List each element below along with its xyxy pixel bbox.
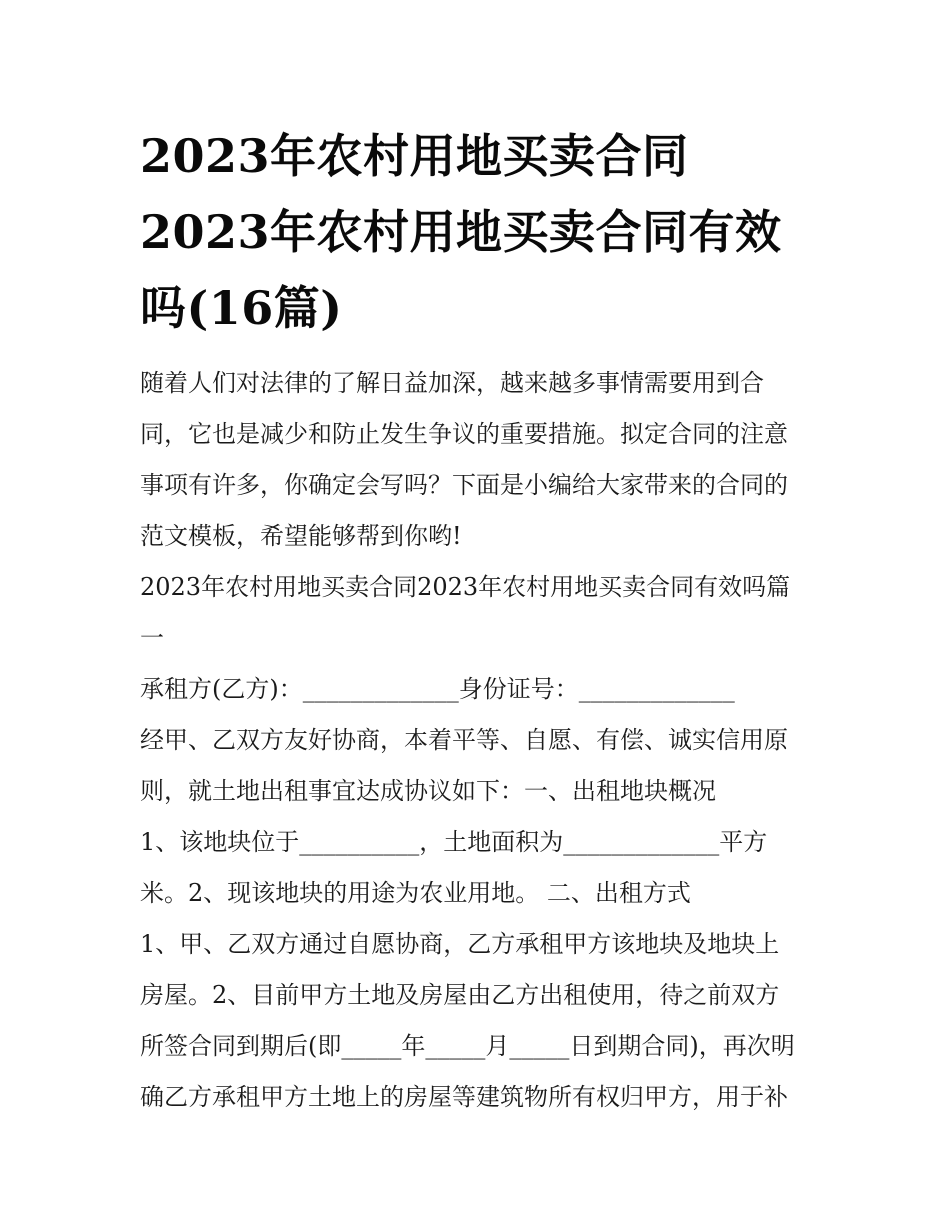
document-title (140, 118, 820, 346)
text-line: 2023年农村用地买卖合同2023年农村用地买卖合同有效吗篇 (140, 573, 791, 601)
text-line: 1、甲、乙双方通过自愿协商，乙方承租甲方该地块及地块上 (140, 930, 780, 958)
document-content (140, 118, 820, 1123)
text-line: 同，它也是减少和防止发生争议的重要措施。拟定合同的注意 (140, 420, 788, 448)
title-line: 吗(16篇) (140, 281, 343, 335)
intro-paragraph (140, 358, 820, 562)
text-line: 1、该地块位于__________，土地面积为_____________平方 (140, 828, 768, 856)
text-line: 承租方(乙方)：_____________身份证号：_____________ (140, 675, 735, 703)
clause-paragraph (140, 715, 820, 1123)
title-line: 2023年农村用地买卖合同 (140, 129, 689, 183)
text-line: 范文模板，希望能够帮到你哟! (140, 522, 462, 550)
document-body (140, 358, 820, 1123)
text-line: 事项有许多，你确定会写吗？下面是小编给大家带来的合同的 (140, 471, 788, 499)
text-line: 所签合同到期后(即_____年_____月_____日到期合同)，再次明 (140, 1032, 795, 1060)
party-info (140, 664, 820, 715)
text-line: 一 (140, 624, 164, 652)
section-heading (140, 562, 820, 664)
text-line: 米。2、现该地块的用途为农业用地。 二、出租方式 (140, 879, 691, 907)
text-line: 则，就土地出租事宜达成协议如下：一、出租地块概况 (140, 777, 716, 805)
text-line: 经甲、乙双方友好协商，本着平等、自愿、有偿、诚实信用原 (140, 726, 788, 754)
text-line: 确乙方承租甲方土地上的房屋等建筑物所有权归甲方，用于补 (140, 1083, 788, 1111)
text-line: 随着人们对法律的了解日益加深，越来越多事情需要用到合 (140, 369, 764, 397)
title-line: 2023年农村用地买卖合同有效 (140, 205, 782, 259)
text-line: 房屋。2、目前甲方土地及房屋由乙方出租使用，待之前双方 (140, 981, 780, 1009)
